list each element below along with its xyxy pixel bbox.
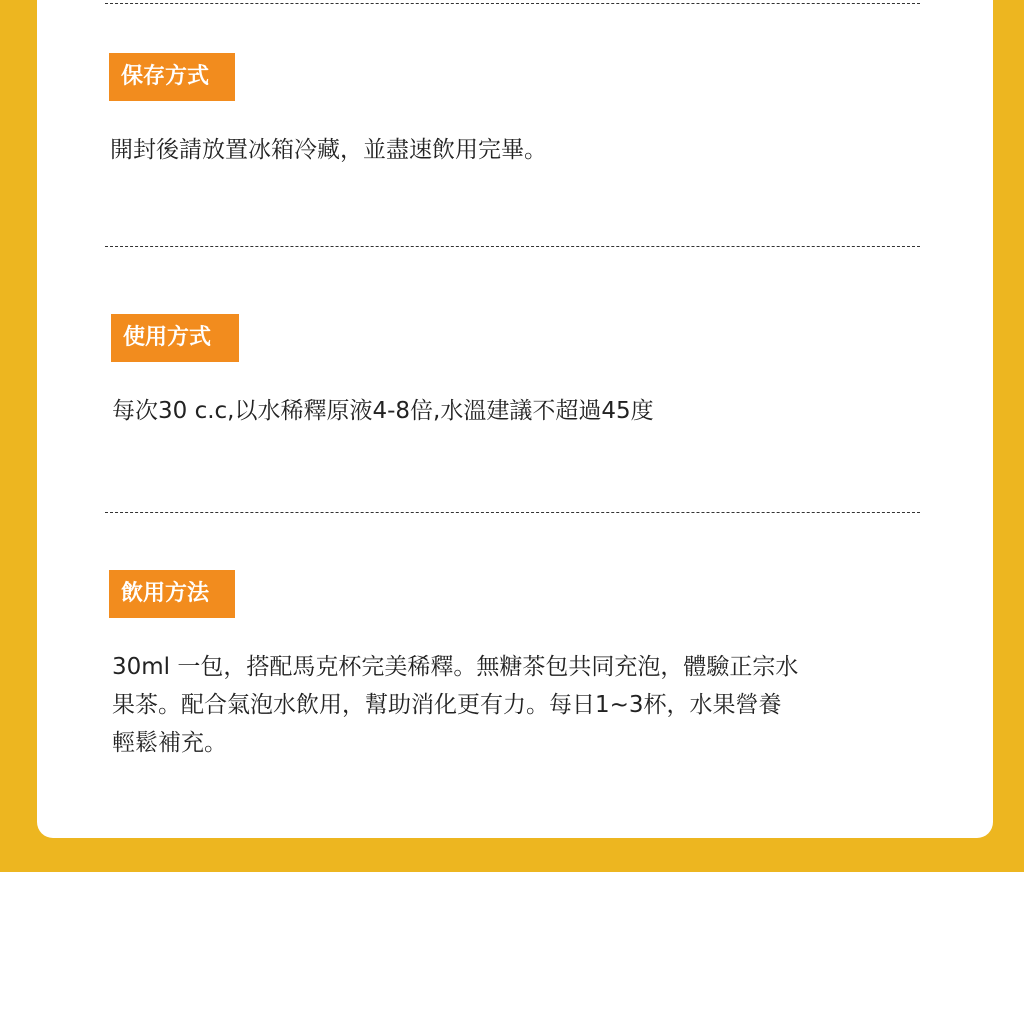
dashed-divider — [105, 3, 920, 4]
drinking-method-text — [112, 648, 798, 762]
dashed-divider — [105, 512, 920, 513]
text-line: 30ml 一包，搭配馬克杯完美稀釋。無糖茶包共同充泡，體驗正宗水 — [112, 654, 799, 680]
storage-method-label: 保存方式 — [109, 53, 235, 101]
text-line: 輕鬆補充。 — [112, 730, 227, 756]
dashed-divider — [105, 246, 920, 247]
usage-method-text: 每次30 c.c,以水稀釋原液4-8倍,水溫建議不超過45度 — [112, 398, 654, 424]
text-line: 果茶。配合氣泡水飲用，幫助消化更有力。每日1~3杯，水果營養 — [112, 692, 782, 718]
usage-method-label: 使用方式 — [111, 314, 239, 362]
storage-method-text: 開封後請放置冰箱冷藏，並盡速飲用完畢。 — [110, 137, 547, 163]
drinking-method-label: 飲用方法 — [109, 570, 235, 618]
